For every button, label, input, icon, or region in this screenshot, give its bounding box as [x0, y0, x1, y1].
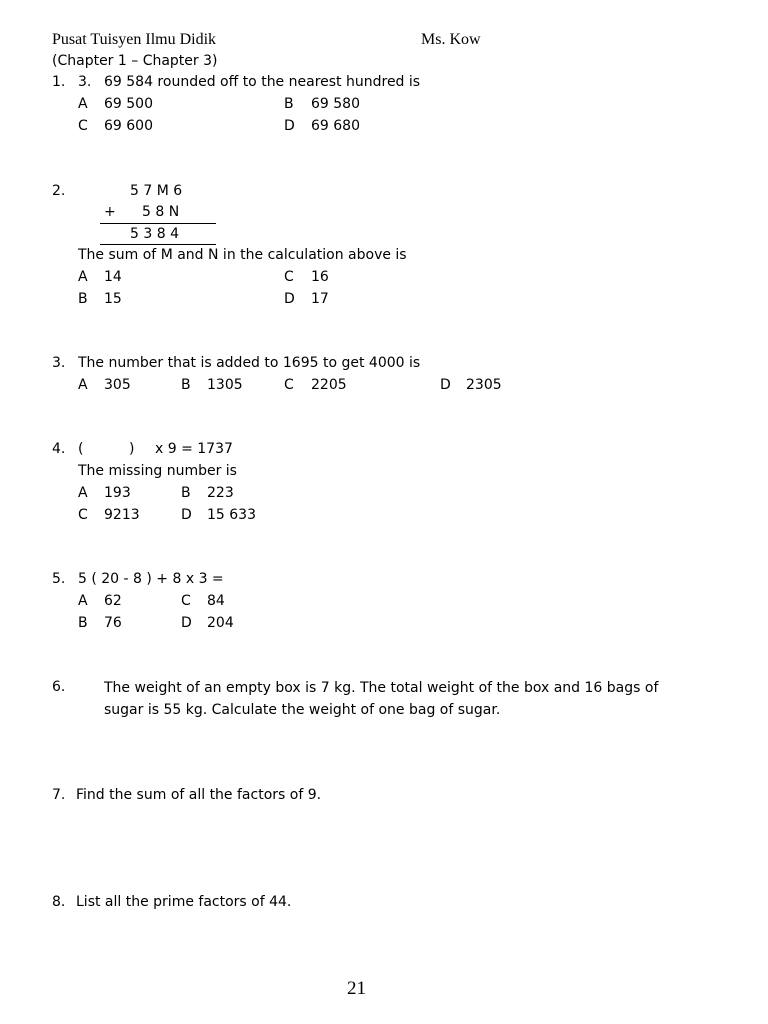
q1-option-letter: C	[78, 118, 88, 134]
q5-option-letter: A	[78, 593, 88, 609]
q4-option-value: 193	[104, 485, 131, 501]
q3-option-letter: C	[284, 377, 294, 393]
q4-option-letter: C	[78, 507, 88, 523]
q2-option-value: 17	[311, 291, 329, 307]
q2-addend-1: 5 7 M 6	[130, 183, 183, 199]
q4-option-value: 9213	[104, 507, 140, 523]
q4-option-letter: A	[78, 485, 88, 501]
q1-option-letter: B	[284, 96, 294, 112]
q1-option-value: 69 580	[311, 96, 360, 112]
q4-close-bracket: )	[129, 441, 135, 457]
q3-number: 3.	[52, 355, 66, 371]
q2-plus-sign: +	[104, 204, 116, 220]
q3-option-value: 2305	[466, 377, 502, 393]
q2-option-letter: C	[284, 269, 294, 285]
q2-option-letter: A	[78, 269, 88, 285]
q5-option-value: 204	[207, 615, 234, 631]
q2-number: 2.	[52, 183, 66, 199]
q8-text: List all the prime factors of 44.	[76, 894, 292, 910]
q2-option-value: 16	[311, 269, 329, 285]
school-name: Pusat Tuisyen Ilmu Didik	[52, 31, 217, 48]
q6-number: 6.	[52, 679, 66, 695]
chapter-range: (Chapter 1 – Chapter 3)	[52, 53, 218, 69]
q1-option-value: 69 600	[104, 118, 153, 134]
q2-addend-2: 5 8 N	[142, 204, 180, 220]
q4-equation: x 9 = 1737	[155, 441, 233, 457]
q1-number: 1.	[52, 74, 66, 90]
q4-option-letter: B	[181, 485, 191, 501]
page-number: 21	[347, 978, 366, 999]
q5-option-value: 84	[207, 593, 225, 609]
q1-option-value: 69 680	[311, 118, 360, 134]
q5-option-letter: B	[78, 615, 88, 631]
q3-option-letter: A	[78, 377, 88, 393]
q8-number: 8.	[52, 894, 66, 910]
q7-number: 7.	[52, 787, 66, 803]
q5-option-letter: D	[181, 615, 192, 631]
q3-option-letter: B	[181, 377, 191, 393]
q1-option-letter: A	[78, 96, 88, 112]
q2-text: The sum of M and N in the calculation above is	[78, 247, 407, 263]
q5-number: 5.	[52, 571, 66, 587]
q6-text: The weight of an empty box is 7 kg. The total weight of the box and 16 bags of sugar is 55 kg. Calculate the weight of one bag of sugar.	[104, 680, 659, 718]
q5-option-value: 76	[104, 615, 122, 631]
q1-option-letter: D	[284, 118, 295, 134]
q3-option-letter: D	[440, 377, 451, 393]
q1-sub-number: 3.	[78, 74, 92, 90]
q2-option-letter: D	[284, 291, 295, 307]
q3-option-value: 1305	[207, 377, 243, 393]
q5-text: 5 ( 20 - 8 ) + 8 x 3 =	[78, 571, 224, 587]
q1-text: 69 584 rounded off to the nearest hundred is	[104, 74, 421, 90]
q2-option-letter: B	[78, 291, 88, 307]
q2-result: 5 3 8 4	[130, 226, 179, 242]
q3-text: The number that is added to 1695 to get 4000 is	[78, 355, 421, 371]
q1-option-value: 69 500	[104, 96, 153, 112]
q5-option-value: 62	[104, 593, 122, 609]
q3-option-value: 305	[104, 377, 131, 393]
q4-open-bracket: (	[78, 441, 84, 457]
q4-option-value: 15 633	[207, 507, 256, 523]
q4-option-letter: D	[181, 507, 192, 523]
q7-text: Find the sum of all the factors of 9.	[76, 787, 322, 803]
teacher-name: Ms. Kow	[421, 31, 481, 48]
q4-option-value: 223	[207, 485, 234, 501]
q2-option-value: 15	[104, 291, 122, 307]
q4-number: 4.	[52, 441, 66, 457]
q2-option-value: 14	[104, 269, 122, 285]
q3-option-value: 2205	[311, 377, 347, 393]
q4-text: The missing number is	[78, 463, 237, 479]
q5-option-letter: C	[181, 593, 191, 609]
